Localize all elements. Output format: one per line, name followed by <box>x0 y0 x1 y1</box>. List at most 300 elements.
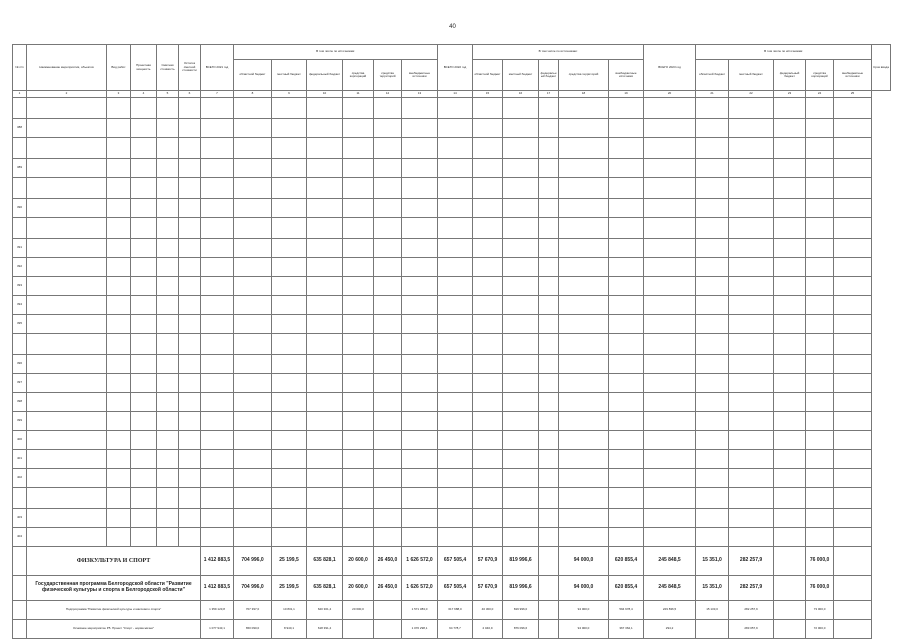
row-cell <box>201 178 234 199</box>
row-cell <box>473 159 503 178</box>
row-number: 401 <box>13 450 27 469</box>
row-cell <box>559 488 609 509</box>
row-cell <box>609 159 644 178</box>
row-cell <box>806 178 834 199</box>
row-cell <box>201 119 234 138</box>
row-cell <box>438 258 473 277</box>
row-cell <box>179 199 201 218</box>
project-obl-2023: 294,2 <box>644 620 696 639</box>
row-cell <box>438 355 473 374</box>
header-src-mest: местный бюджет <box>729 60 774 91</box>
row-cell <box>806 412 834 431</box>
row-deadline <box>834 199 872 218</box>
row-cell <box>806 393 834 412</box>
row-cell <box>609 199 644 218</box>
row-cell <box>402 258 438 277</box>
row-cell <box>609 258 644 277</box>
row-deadline <box>834 218 872 239</box>
row-cell <box>644 218 696 239</box>
program-total-2022: 1 626 572,0 <box>402 576 438 601</box>
row-cell <box>131 315 157 334</box>
column-number: 11 <box>343 91 374 98</box>
column-number-row <box>13 91 891 98</box>
row-cell <box>107 258 131 277</box>
row-cell <box>343 355 374 374</box>
column-number: 23 <box>774 91 806 98</box>
row-name <box>27 393 107 412</box>
row-cell <box>402 138 438 159</box>
row-cell <box>438 393 473 412</box>
subprogram-obl-2023: 229 836,5 <box>644 601 696 620</box>
row-cell <box>234 450 272 469</box>
row-cell <box>374 315 402 334</box>
row-cell <box>774 393 806 412</box>
row-cell <box>696 138 729 159</box>
row-cell <box>307 315 343 334</box>
summary-obl-2021: 704 996,0 <box>234 547 272 576</box>
row-cell <box>234 218 272 239</box>
row-cell <box>179 258 201 277</box>
row-cell <box>609 296 644 315</box>
row-cell <box>539 239 559 258</box>
row-cell <box>307 431 343 450</box>
column-number: 19 <box>609 91 644 98</box>
row-cell <box>374 431 402 450</box>
row-cell <box>157 296 179 315</box>
header-src-corp: средства корпораций <box>343 60 374 91</box>
row-deadline <box>834 488 872 509</box>
program-obl-2023: 245 848,5 <box>644 576 696 601</box>
subprogram-total-2021: 1 359 123,8 <box>201 601 234 620</box>
column-number: 12 <box>374 91 402 98</box>
row-cell <box>107 488 131 509</box>
row-cell <box>503 412 539 431</box>
row-cell <box>131 412 157 431</box>
row-cell <box>272 258 307 277</box>
row-name <box>27 431 107 450</box>
row-cell <box>272 334 307 355</box>
row-cell <box>774 258 806 277</box>
row-cell <box>539 178 559 199</box>
program-vnebud-2023: 76 000,0 <box>806 576 834 601</box>
subprogram-fed-2023: 282 257,9 <box>729 601 774 620</box>
column-number: 20 <box>644 91 696 98</box>
row-cell <box>539 159 559 178</box>
subprogram-corp-2021: 20 600,0 <box>343 601 374 620</box>
column-number: 8 <box>234 91 272 98</box>
row-number: 404 <box>13 528 27 547</box>
row-cell <box>503 334 539 355</box>
header-kind: Вид работ <box>107 45 131 91</box>
column-number: 6 <box>179 91 201 98</box>
row-cell <box>234 488 272 509</box>
row-cell <box>696 178 729 199</box>
row-cell <box>402 315 438 334</box>
row-cell <box>157 509 179 528</box>
row-cell <box>539 119 559 138</box>
row-deadline <box>834 528 872 547</box>
row-cell <box>644 334 696 355</box>
row-cell <box>473 239 503 258</box>
row-cell <box>473 119 503 138</box>
row-cell <box>179 412 201 431</box>
row-cell <box>272 355 307 374</box>
row-cell <box>201 296 234 315</box>
row-number <box>13 98 27 119</box>
row-cell <box>473 509 503 528</box>
row-number: 403 <box>13 509 27 528</box>
row-name <box>27 528 107 547</box>
row-number: 400 <box>13 431 27 450</box>
row-cell <box>774 239 806 258</box>
row-cell <box>272 159 307 178</box>
row-cell <box>157 159 179 178</box>
row-name <box>27 138 107 159</box>
row-cell <box>559 277 609 296</box>
row-cell <box>774 450 806 469</box>
row-cell <box>696 355 729 374</box>
row-cell <box>343 296 374 315</box>
row-cell <box>374 138 402 159</box>
header-name: Наименование мероприятия, объектов <box>27 45 107 91</box>
row-cell <box>503 528 539 547</box>
subprogram-row <box>13 601 891 620</box>
row-cell <box>374 412 402 431</box>
row-cell <box>559 393 609 412</box>
row-cell <box>157 528 179 547</box>
row-cell <box>609 412 644 431</box>
row-cell <box>201 431 234 450</box>
row-cell <box>696 119 729 138</box>
row-cell <box>609 528 644 547</box>
row-number: 388 <box>13 119 27 138</box>
row-cell <box>438 412 473 431</box>
row-cell <box>774 218 806 239</box>
row-cell <box>473 258 503 277</box>
row-cell <box>806 374 834 393</box>
subprogram-mest-2021: 10 831,1 <box>272 601 307 620</box>
row-cell <box>157 239 179 258</box>
row-cell <box>644 98 696 119</box>
row-number: 396 <box>13 355 27 374</box>
row-cell <box>374 98 402 119</box>
table-row <box>13 296 891 315</box>
subprogram-fed-2022: 819 996,0 <box>503 601 539 620</box>
row-cell <box>774 199 806 218</box>
row-cell <box>559 119 609 138</box>
row-cell <box>234 159 272 178</box>
row-deadline <box>834 509 872 528</box>
row-cell <box>729 258 774 277</box>
row-cell <box>774 488 806 509</box>
program-mest-2021: 25 199,5 <box>272 576 307 601</box>
row-cell <box>774 355 806 374</box>
row-cell <box>806 138 834 159</box>
column-number: 1 <box>13 91 27 98</box>
row-cell <box>539 509 559 528</box>
row-cell <box>131 258 157 277</box>
row-cell <box>402 450 438 469</box>
program-mest-2022: 57 670,9 <box>473 576 503 601</box>
row-cell <box>343 239 374 258</box>
row-cell <box>539 412 559 431</box>
row-cell <box>201 450 234 469</box>
row-cell <box>179 138 201 159</box>
row-cell <box>438 528 473 547</box>
row-cell <box>559 431 609 450</box>
row-cell <box>201 488 234 509</box>
row-cell <box>234 199 272 218</box>
row-cell <box>503 509 539 528</box>
investment-table <box>12 44 891 639</box>
row-cell <box>609 315 644 334</box>
table-row <box>13 509 891 528</box>
row-cell <box>107 431 131 450</box>
row-cell <box>729 509 774 528</box>
row-cell <box>609 138 644 159</box>
row-cell <box>131 450 157 469</box>
row-cell <box>559 218 609 239</box>
row-cell <box>644 258 696 277</box>
row-cell <box>131 218 157 239</box>
row-cell <box>234 431 272 450</box>
header-cost: Сметная стоимость <box>157 45 179 91</box>
row-cell <box>179 159 201 178</box>
section-row <box>13 488 891 509</box>
header-src-obl: областной бюджет <box>234 60 272 91</box>
row-cell <box>343 374 374 393</box>
project-row <box>13 620 891 639</box>
row-cell <box>402 296 438 315</box>
row-cell <box>473 431 503 450</box>
row-cell <box>107 239 131 258</box>
row-cell <box>179 98 201 119</box>
row-cell <box>609 98 644 119</box>
row-cell <box>374 450 402 469</box>
table-row <box>13 159 891 178</box>
row-cell <box>729 296 774 315</box>
row-cell <box>201 98 234 119</box>
row-cell <box>343 431 374 450</box>
row-cell <box>503 488 539 509</box>
project-fed-2022: 876 096,6 <box>503 620 539 639</box>
program-fed-2021: 635 828,1 <box>307 576 343 601</box>
project-total-2021: 1 077 943,1 <box>201 620 234 639</box>
row-number: 397 <box>13 374 27 393</box>
row-cell <box>473 98 503 119</box>
row-cell <box>307 138 343 159</box>
row-cell <box>157 199 179 218</box>
row-cell <box>307 469 343 488</box>
row-cell <box>696 509 729 528</box>
row-number: 389 <box>13 159 27 178</box>
header-src-vnebud: внебюджетные источники <box>834 60 872 91</box>
row-cell <box>157 450 179 469</box>
row-cell <box>201 315 234 334</box>
row-cell <box>729 412 774 431</box>
row-cell <box>272 393 307 412</box>
row-cell <box>201 393 234 412</box>
row-deadline <box>834 450 872 469</box>
table-body <box>13 98 891 547</box>
column-number: 25 <box>834 91 872 98</box>
project-mest-2021: 8 940,1 <box>272 620 307 639</box>
row-cell <box>559 159 609 178</box>
row-cell <box>438 374 473 393</box>
row-number <box>13 334 27 355</box>
program-fed-2022: 819 996,6 <box>503 576 539 601</box>
row-cell <box>179 119 201 138</box>
row-number: 393 <box>13 277 27 296</box>
row-cell <box>774 509 806 528</box>
row-cell <box>107 138 131 159</box>
row-cell <box>131 138 157 159</box>
row-cell <box>157 138 179 159</box>
row-cell <box>729 178 774 199</box>
row-cell <box>107 218 131 239</box>
project-fed-2023: 283 057,9 <box>729 620 774 639</box>
row-cell <box>609 239 644 258</box>
row-cell <box>272 315 307 334</box>
row-cell <box>539 277 559 296</box>
header-total-2021: ВСЕГО 2021 год <box>201 45 234 91</box>
row-cell <box>402 374 438 393</box>
header-group-2022: В том числе по источникам: <box>473 45 644 60</box>
row-cell <box>374 296 402 315</box>
row-cell <box>272 431 307 450</box>
row-cell <box>343 488 374 509</box>
row-cell <box>234 138 272 159</box>
row-cell <box>729 98 774 119</box>
row-cell <box>609 431 644 450</box>
column-number: 22 <box>729 91 774 98</box>
row-cell <box>179 528 201 547</box>
row-deadline <box>834 258 872 277</box>
row-name <box>27 374 107 393</box>
row-cell <box>609 334 644 355</box>
row-cell <box>696 199 729 218</box>
row-name <box>27 258 107 277</box>
row-cell <box>559 355 609 374</box>
row-cell <box>131 469 157 488</box>
row-cell <box>539 450 559 469</box>
row-cell <box>107 277 131 296</box>
row-cell <box>179 296 201 315</box>
row-cell <box>559 199 609 218</box>
row-cell <box>307 119 343 138</box>
row-cell <box>503 450 539 469</box>
row-cell <box>374 199 402 218</box>
row-cell <box>774 334 806 355</box>
row-cell <box>696 239 729 258</box>
header-src-obl: областной бюджет <box>473 60 503 91</box>
subprogram-total-2022: 1 571 383,0 <box>402 601 438 620</box>
row-cell <box>729 431 774 450</box>
row-cell <box>272 509 307 528</box>
row-cell <box>234 119 272 138</box>
row-cell <box>307 374 343 393</box>
row-cell <box>374 488 402 509</box>
row-name <box>27 199 107 218</box>
row-cell <box>107 412 131 431</box>
project-total-2022: 1 070 298,1 <box>402 620 438 639</box>
row-cell <box>644 277 696 296</box>
row-cell <box>157 431 179 450</box>
header-row-1 <box>13 45 891 60</box>
row-cell <box>343 258 374 277</box>
program-total-2023: 620 855,4 <box>609 576 644 601</box>
summary-vnebud-2023: 76 000,0 <box>806 547 834 576</box>
column-number: 14 <box>438 91 473 98</box>
row-cell <box>402 119 438 138</box>
row-cell <box>402 509 438 528</box>
header-src-vnebud: внебюджетные источники <box>402 60 438 91</box>
row-cell <box>131 355 157 374</box>
row-cell <box>806 98 834 119</box>
row-cell <box>201 138 234 159</box>
row-cell <box>272 450 307 469</box>
row-cell <box>729 138 774 159</box>
row-cell <box>307 178 343 199</box>
row-cell <box>559 374 609 393</box>
row-cell <box>234 412 272 431</box>
row-cell <box>438 119 473 138</box>
row-cell <box>234 334 272 355</box>
row-cell <box>609 509 644 528</box>
subprogram-obl-2021: 707 397,0 <box>234 601 272 620</box>
row-cell <box>402 159 438 178</box>
row-name <box>27 412 107 431</box>
row-cell <box>107 334 131 355</box>
row-cell <box>729 277 774 296</box>
row-cell <box>644 159 696 178</box>
row-cell <box>179 469 201 488</box>
row-cell <box>774 277 806 296</box>
row-cell <box>729 334 774 355</box>
header-total-2023: ВСЕГО 2023 год <box>644 45 696 91</box>
row-name <box>27 277 107 296</box>
row-cell <box>473 277 503 296</box>
row-cell <box>559 258 609 277</box>
row-cell <box>179 218 201 239</box>
row-cell <box>272 469 307 488</box>
row-cell <box>131 239 157 258</box>
project-total-2023: 367 362,1 <box>609 620 644 639</box>
subprogram-mest-2023: 15 133,0 <box>696 601 729 620</box>
row-cell <box>503 258 539 277</box>
row-cell <box>438 334 473 355</box>
row-cell <box>696 528 729 547</box>
row-cell <box>473 138 503 159</box>
project-obl-2022: 94 778,7 <box>438 620 473 639</box>
row-cell <box>201 412 234 431</box>
program-obl-2021: 704 996,0 <box>234 576 272 601</box>
row-cell <box>696 218 729 239</box>
row-name <box>27 334 107 355</box>
column-number: 18 <box>559 91 609 98</box>
row-cell <box>729 374 774 393</box>
row-name <box>27 450 107 469</box>
row-cell <box>374 218 402 239</box>
row-cell <box>609 488 644 509</box>
row-cell <box>343 528 374 547</box>
row-number: 402 <box>13 469 27 488</box>
row-cell <box>806 119 834 138</box>
subprogram-vnebud-2023: 73 000,0 <box>806 601 834 620</box>
row-cell <box>473 218 503 239</box>
row-cell <box>729 450 774 469</box>
row-cell <box>729 469 774 488</box>
